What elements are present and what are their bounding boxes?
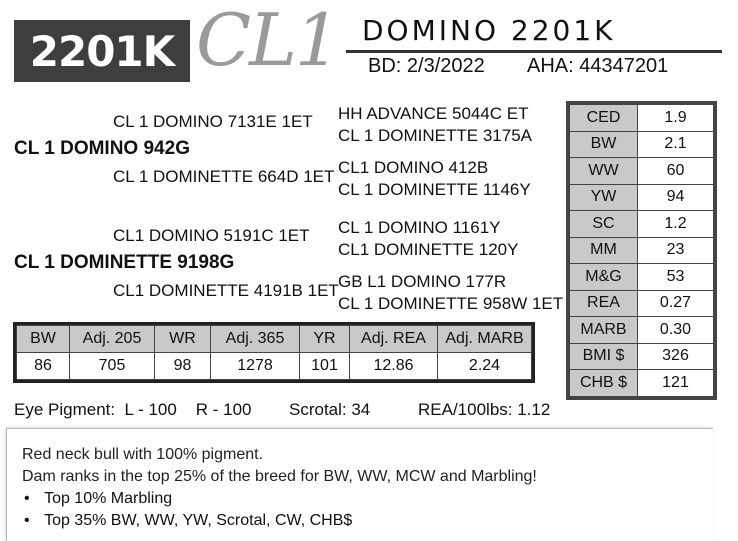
notes-box — [6, 428, 713, 541]
epd-row — [570, 131, 714, 158]
bullet-item — [24, 512, 352, 530]
performance-value: 98 — [155, 353, 211, 380]
performance-value: 101 — [300, 353, 350, 380]
pedigree-dam-dam-sire: GB L1 DOMINO 177R — [338, 272, 507, 291]
pedigree-sire-sire: CL 1 DOMINO 7131E 1ET — [113, 112, 313, 131]
pedigree-dam: CL 1 DOMINETTE 9198G — [14, 252, 235, 273]
epd-row — [570, 343, 714, 370]
pedigree-sire: CL 1 DOMINO 942G — [14, 138, 190, 159]
epd-value: 0.27 — [638, 290, 714, 317]
performance-value-row — [17, 353, 532, 380]
bullet-item — [24, 490, 172, 508]
epd-value: 94 — [638, 184, 714, 211]
performance-value: 1278 — [211, 353, 300, 380]
performance-table — [16, 325, 532, 380]
epd-row — [570, 290, 714, 317]
epd-row — [570, 370, 714, 397]
epd-row — [570, 105, 714, 132]
epd-value: 121 — [638, 370, 714, 397]
pedigree-dam-sire-dam: CL1 DOMINETTE 120Y — [338, 240, 519, 259]
pedigree-sire-dam-sire: CL1 DOMINO 412B — [338, 158, 489, 177]
performance-header: YR — [300, 326, 350, 353]
epd-value: 23 — [638, 237, 714, 264]
epd-value: 1.9 — [638, 105, 714, 132]
pedigree-dam-sire-sire: CL 1 DOMINO 1161Y — [338, 218, 501, 237]
epd-label: MM — [570, 237, 638, 264]
pedigree-sire-dam-dam: CL 1 DOMINETTE 1146Y — [338, 180, 531, 199]
pedigree-dam-dam: CL1 DOMINETTE 4191B 1ET — [113, 281, 339, 300]
epd-label: YW — [570, 184, 638, 211]
performance-header: Adj. MARB — [438, 326, 532, 353]
pedigree-dam-dam-dam: CL 1 DOMINETTE 958W 1ET — [338, 294, 564, 313]
aha-number: AHA: 44347201 — [527, 55, 669, 77]
performance-header: WR — [155, 326, 211, 353]
performance-value: 86 — [17, 353, 70, 380]
performance-header: Adj. 365 — [211, 326, 300, 353]
bullet-text: Top 10% Marbling — [44, 490, 173, 507]
epd-label: CHB $ — [570, 370, 638, 397]
epd-label: WW — [570, 158, 638, 185]
epd-row — [570, 158, 714, 185]
bull-name: DOMINO 2201K — [362, 14, 616, 47]
scrotal: Scrotal: 34 — [289, 400, 371, 419]
bullet-text: Top 35% BW, WW, YW, Scrotal, CW, CHB$ — [44, 512, 353, 529]
performance-value: 2.24 — [438, 353, 532, 380]
performance-value: 12.86 — [350, 353, 438, 380]
performance-header: Adj. 205 — [70, 326, 155, 353]
epd-row — [570, 211, 714, 238]
performance-header: BW — [17, 326, 70, 353]
epd-value: 1.2 — [638, 211, 714, 238]
epd-label: REA — [570, 290, 638, 317]
epd-value: 326 — [638, 343, 714, 370]
bullet-dot-icon: • — [24, 512, 30, 529]
epd-row — [570, 184, 714, 211]
epd-label: CED — [570, 105, 638, 132]
epd-row — [570, 317, 714, 344]
birth-date: BD: 2/3/2022 — [368, 55, 485, 77]
pedigree-sire-sire-sire: HH ADVANCE 5044C ET — [338, 104, 529, 123]
eye-pigment: Eye Pigment: L - 100 R - 100 — [14, 400, 252, 419]
performance-header: Adj. REA — [350, 326, 438, 353]
epd-label: MARB — [570, 317, 638, 344]
lot-number-badge: 2201K — [14, 20, 190, 82]
performance-value: 705 — [70, 353, 155, 380]
cl1-logo: CL1 — [196, 0, 339, 82]
performance-header-row — [17, 326, 532, 353]
note-line: Red neck bull with 100% pigment. — [22, 446, 264, 463]
epd-value: 53 — [638, 264, 714, 291]
bullet-dot-icon: • — [24, 490, 30, 507]
epd-label: M&G — [570, 264, 638, 291]
epd-row — [570, 264, 714, 291]
epd-value: 0.30 — [638, 317, 714, 344]
epd-value: 2.1 — [638, 131, 714, 158]
epd-label: BW — [570, 131, 638, 158]
pedigree-sire-sire-dam: CL 1 DOMINETTE 3175A — [338, 126, 532, 145]
pedigree-sire-dam: CL 1 DOMINETTE 664D 1ET — [113, 167, 335, 186]
epd-label: BMI $ — [570, 343, 638, 370]
epd-label: SC — [570, 211, 638, 238]
rea-per-100lbs: REA/100lbs: 1.12 — [418, 400, 551, 419]
name-underline — [346, 50, 722, 53]
pedigree-dam-sire: CL1 DOMINO 5191C 1ET — [113, 226, 310, 245]
epd-row — [570, 237, 714, 264]
note-line: Dam ranks in the top 25% of the breed for BW, WW, MCW and Marbling! — [22, 468, 537, 485]
epd-value: 60 — [638, 158, 714, 185]
epd-table — [569, 104, 714, 397]
